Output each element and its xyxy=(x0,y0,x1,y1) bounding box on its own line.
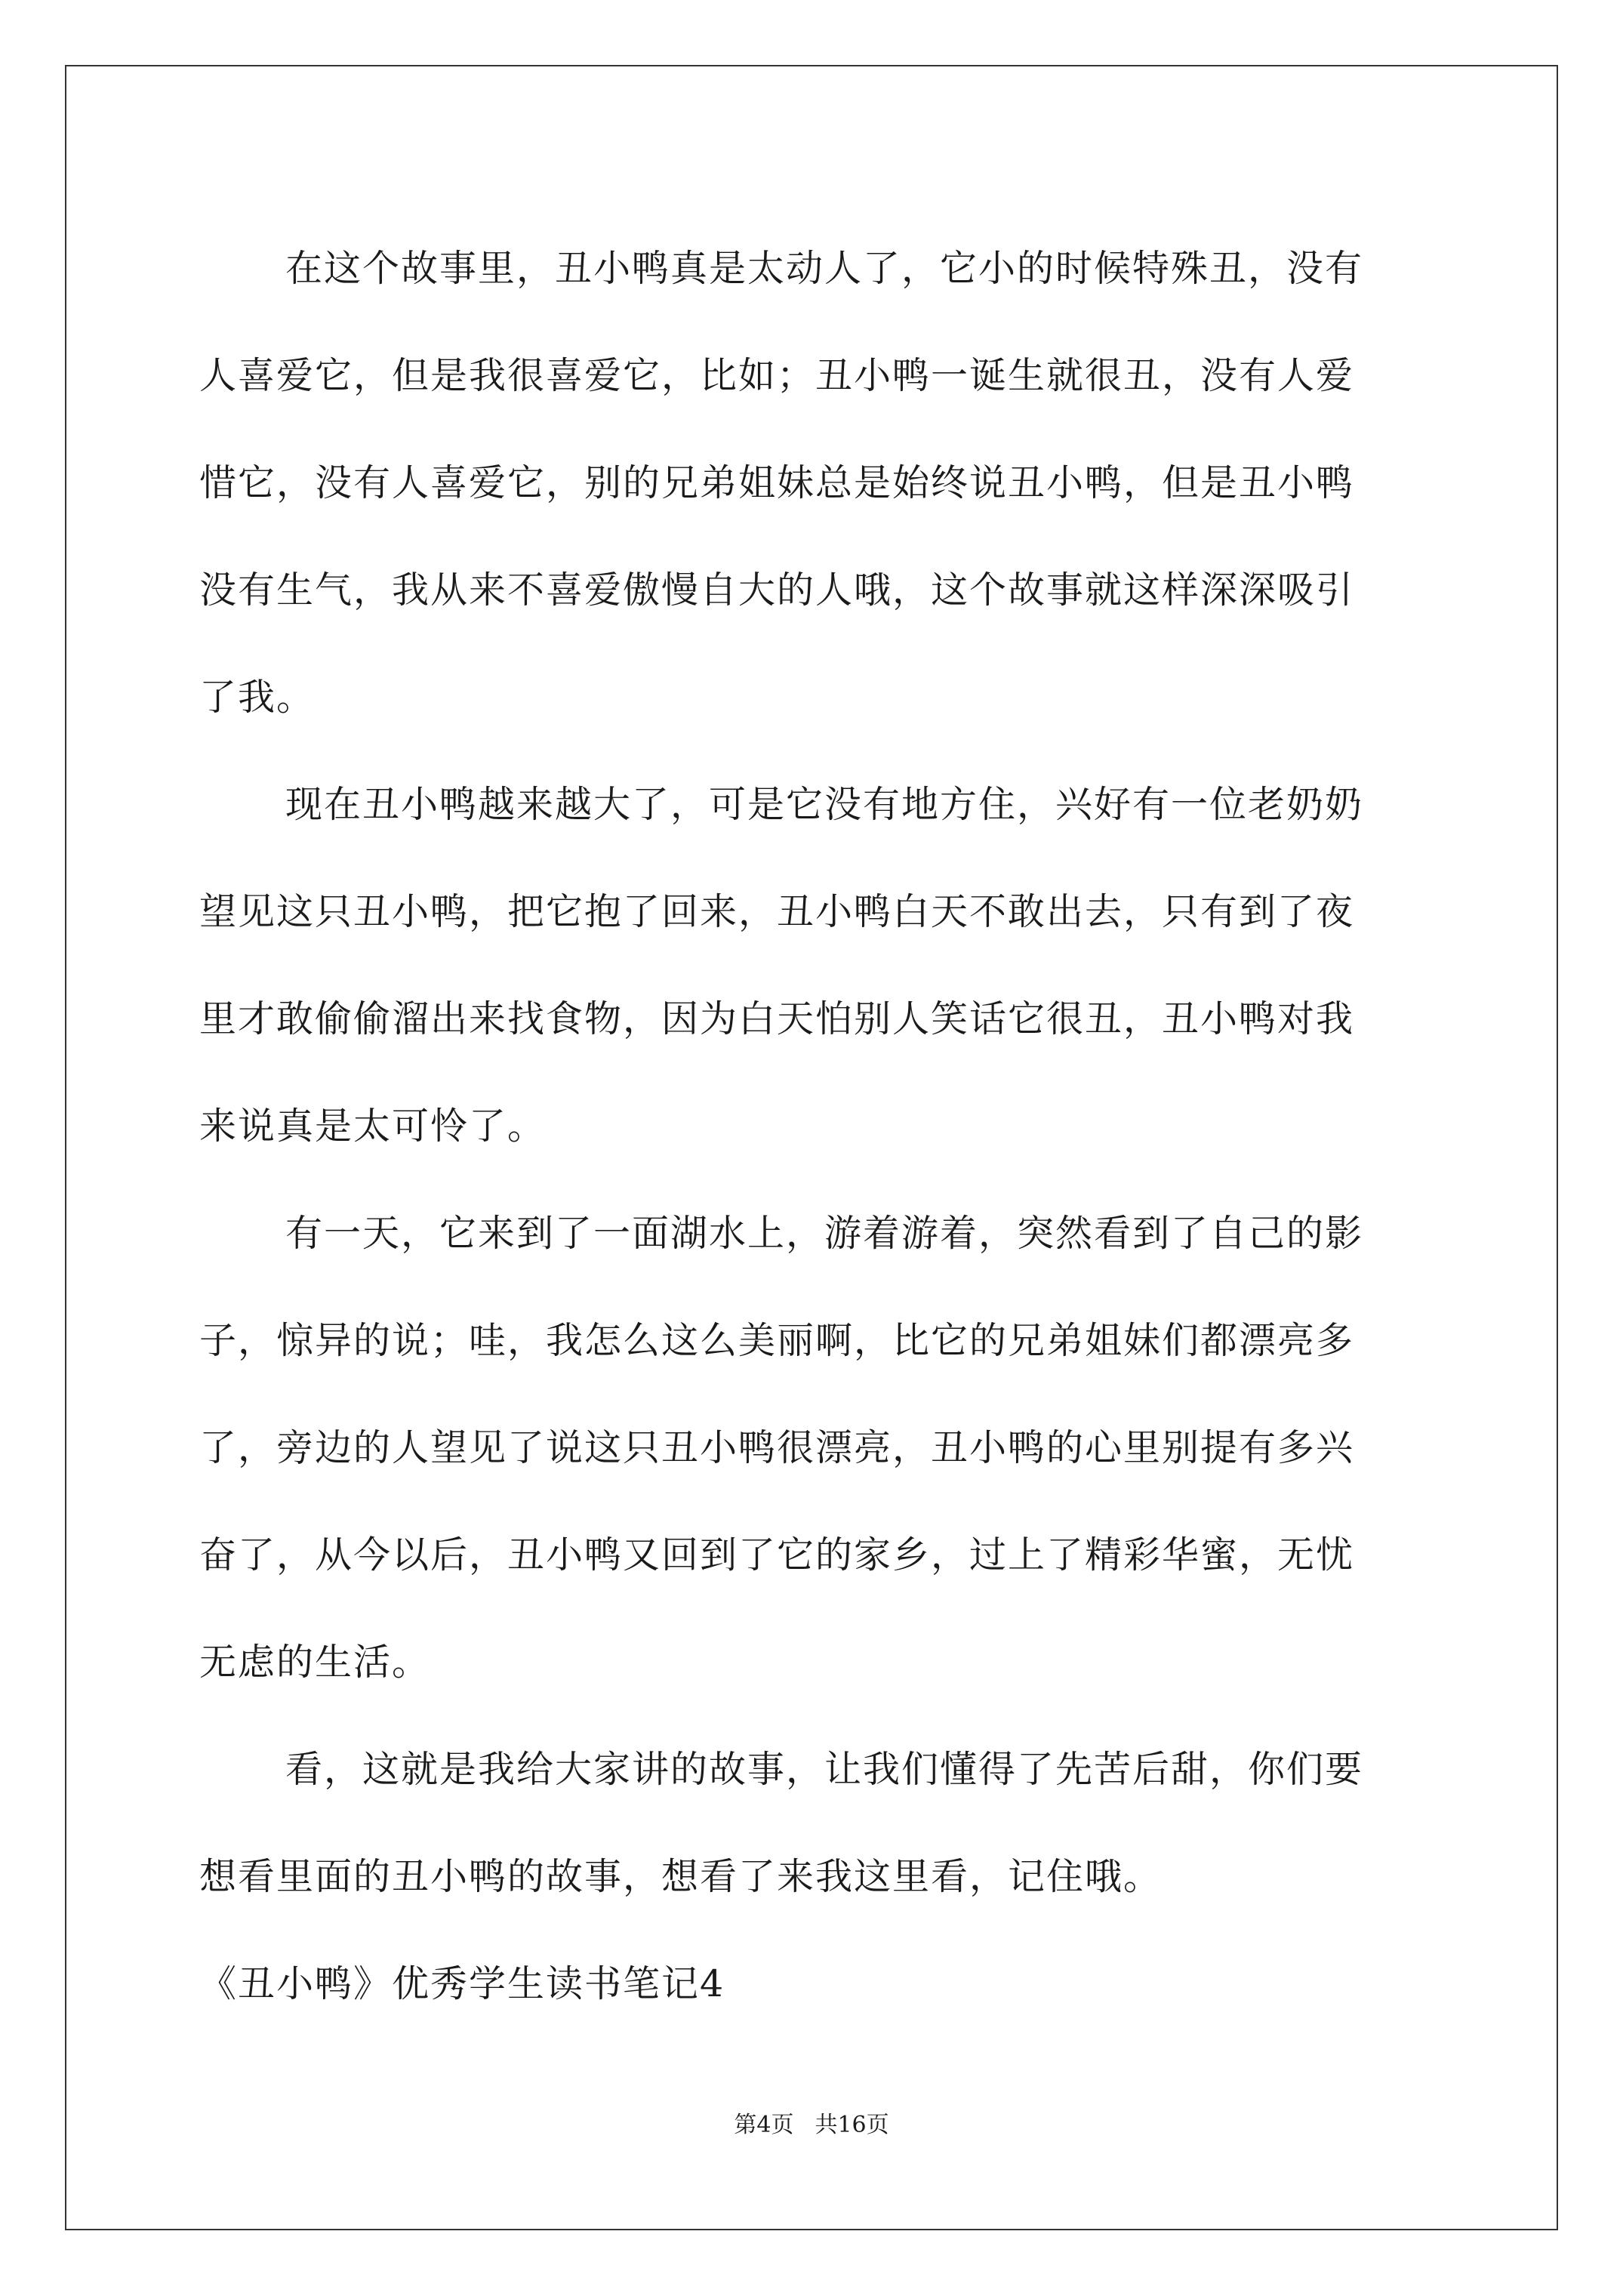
section-heading: 《丑小鸭》优秀学生读书笔记4 xyxy=(199,1962,725,2005)
text-line: 奋了，从今以后，丑小鸭又回到了它的家乡，过上了精彩华蜜，无忧 xyxy=(199,1533,1355,1576)
text-line: 子，惊异的说；哇，我怎么这么美丽啊，比它的兄弟姐妹们都漂亮多 xyxy=(199,1319,1355,1362)
text-line: 没有生气，我从来不喜爱傲慢自大的人哦，这个故事就这样深深吸引 xyxy=(199,569,1355,612)
text-line: 了我。 xyxy=(199,676,316,719)
text-line: 来说真是太可怜了。 xyxy=(199,1105,547,1148)
paragraph xyxy=(199,751,1427,1180)
text-line: 想看里面的丑小鸭的故事，想看了来我这里看，记住哦。 xyxy=(199,1855,1163,1898)
text-line: 了，旁边的人望见了说这只丑小鸭很漂亮，丑小鸭的心里别提有多兴 xyxy=(199,1426,1355,1469)
text-line: 惜它，没有人喜爱它，别的兄弟姐妹总是始终说丑小鸭，但是丑小鸭 xyxy=(199,461,1355,504)
paragraph xyxy=(199,1180,1427,1716)
text-line: 望见这只丑小鸭，把它抱了回来，丑小鸭白天不敢出去，只有到了夜 xyxy=(199,890,1355,933)
page-footer xyxy=(0,2110,1623,2140)
document-body xyxy=(199,215,1427,2038)
text-line: 在这个故事里，丑小鸭真是太动人了，它小的时候特殊丑，没有 xyxy=(285,247,1364,290)
text-line: 人喜爱它，但是我很喜爱它，比如；丑小鸭一诞生就很丑，没有人爱 xyxy=(199,354,1355,397)
text-line: 无虑的生活。 xyxy=(199,1641,431,1684)
page-total: 共16页 xyxy=(815,2112,889,2138)
paragraph xyxy=(199,215,1427,751)
text-line: 有一天，它来到了一面湖水上，游着游着，突然看到了自己的影 xyxy=(285,1212,1364,1255)
paragraph xyxy=(199,1716,1427,1931)
page-number: 第4页 xyxy=(734,2112,794,2138)
text-line: 看，这就是我给大家讲的故事，让我们懂得了先苦后甜，你们要 xyxy=(285,1748,1364,1791)
text-line: 里才敢偷偷溜出来找食物，因为白天怕别人笑话它很丑，丑小鸭对我 xyxy=(199,997,1355,1040)
text-line: 现在丑小鸭越来越大了，可是它没有地方住，兴好有一位老奶奶 xyxy=(285,783,1364,826)
